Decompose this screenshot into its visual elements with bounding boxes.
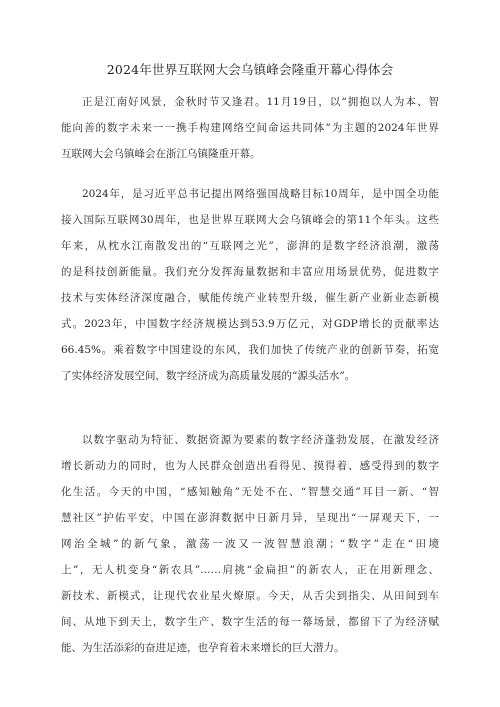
paragraph-anniversary (61, 181, 439, 389)
paragraph-line: 上”，无人机变身“新农具”……肩挑“金扁担”的新农人，正在用新理念、 (61, 564, 439, 576)
paragraph-line: 化生活。今天的中国，“感知触角”无处不在、“智慧交通”耳目一新、“智 (61, 486, 439, 498)
paragraph-digital-economy (61, 427, 439, 661)
paragraph-line: 新技术、新模式，让现代农业星火燎原。今天，从舌尖到指尖、从田间到车 (61, 590, 439, 602)
paragraph-line: 能向善的数字未来一一携手构建网络空间命运共同体”为主题的2024年世界 (61, 122, 439, 134)
paragraph-line: 互联网大会乌镇峰会在浙江乌镇隆重开幕。 (61, 148, 261, 160)
paragraph-line: 年来，从枕水江南散发出的“互联网之光”，澎湃的是数字经济浪潮，激荡 (61, 240, 439, 252)
paragraph-line: 66.45%。乘着数字中国建设的东风，我们加快了传统产业的创新节奏，拓宽 (61, 344, 439, 356)
paragraph-line: 接入国际互联网30周年，也是世界互联网大会乌镇峰会的第11个年头。这些 (61, 214, 439, 226)
paragraph-line: 式。2023年，中国数字经济规模达到53.9万亿元，对GDP增长的贡献率达 (61, 318, 439, 330)
paragraph-intro (61, 89, 439, 167)
paragraph-line: 正是江南好风景，金秋时节又逢君。11月19日，以“拥抱以人为本、智 (82, 96, 439, 108)
paragraph-line: 的是科技创新能量。我们充分发挥海量数据和丰富应用场景优势，促进数字 (61, 266, 439, 278)
paragraph-line: 网治全城”的新气象，激荡一波又一波智慧浪潮；“数字”走在“田境 (61, 538, 439, 550)
paragraph-line: 了实体经济发展空间，数字经济成为高质量发展的“源头活水”。 (61, 370, 356, 382)
paragraph-line: 以数字驱动为特征、数据资源为要素的数字经济蓬勃发展，在激发经济 (82, 434, 439, 446)
document-title: 2024年世界互联网大会乌镇峰会隆重开幕心得体会 (106, 62, 394, 77)
paragraph-line: 慧社区”护佑平安，中国在澎湃数据中日新月异，呈现出“一屏观天下，一 (61, 512, 439, 524)
paragraph-line: 增长新动力的同时，也为人民群众创造出看得见、摸得着、感受得到的数字 (61, 460, 439, 472)
paragraph-line: 能、为生活添彩的奋进足迹，也孕育着未来增长的巨大潜力。 (61, 642, 345, 654)
paragraph-line: 间、从地下到天上，数字生产、数字生活的每一幕场景，都留下了为经济赋 (61, 616, 439, 628)
paragraph-line: 2024年，是习近平总书记提出网络强国战略目标10周年，是中国全功能 (82, 188, 439, 200)
paragraph-line: 技术与实体经济深度融合，赋能传统产业转型升级，催生新产业新业态新模 (61, 292, 439, 304)
